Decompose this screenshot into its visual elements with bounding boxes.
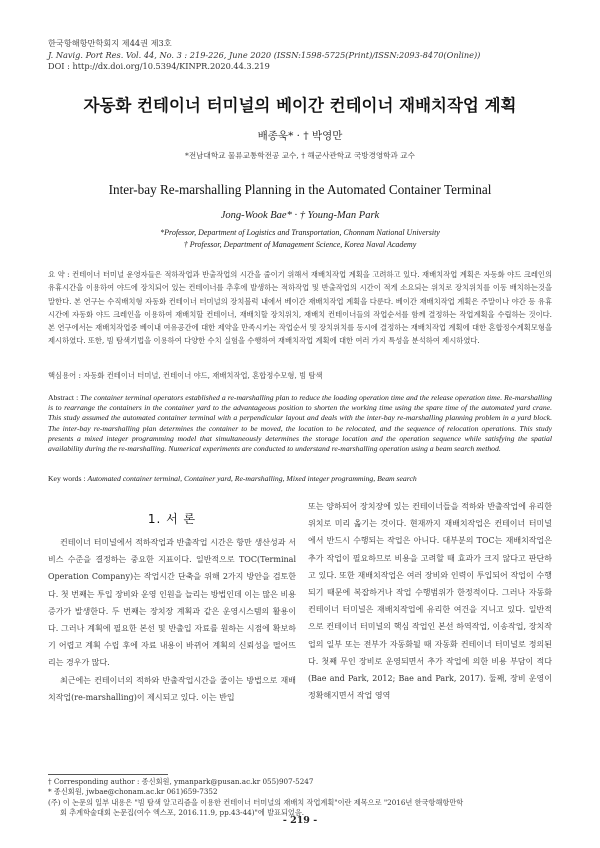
section-title-introduction: 1. 서 론: [147, 512, 197, 526]
abstract-en-text: The container terminal operators established a re-marshalling plan to reduce the loading operation time and the release operation time. Re-marshalling is to rearrange the containers in the container yard to the advantageous position to shorten the working time using the spare time of the automated yard crane. This study assumed the automated container terminal with a perpendicular layout and deals with the inter-bay re-marshalling planning problem in a yard block. The inter-bay re-marshalling plan determines the container to be moved, the location to be relocated, and the sequence of relocation operations. This study presents a mixed integer programming model that simultaneously determines the storage location and the operation sequence while satisfying the spatial availability during the re-marshalling. Numerical experiments are conducted to understand re-marshalling operation using a beam search method.: [48, 393, 552, 454]
keywords-en-text: Automated container terminal, Container yard, Re-marshalling, Mixed integer programming, Beam search: [87, 474, 417, 483]
body-column-right: [308, 498, 552, 704]
affiliations-ko: *전남대학교 물류교통학전공 교수, † 해군사관학교 국방경영학과 교수: [185, 151, 415, 160]
affiliation-en-1: *Professor, Department of Logistics and Transportation, Chonnam National University: [160, 228, 440, 237]
abstract-ko: 요 약 : 컨테이너 터미널 운영자들은 적하작업과 반출작업의 시간을 줄이기 위해서 재배치작업 계획을 고려하고 있다. 재배치작업 계획은 자동화 야드 크레인의 유휴시간을 이용하여 야드에 장치되어 있는 컨테이너를 추후에 발생하는 적하작업 및 반출작업의 시간이 적게 소요되는 위치로 장치위치를 이동 배치하는것을 말한다. 본 연구는 수직배치형 자동화 컨테이너 터미널의 장치블럭 내에서 베이간 재배치작업 계획을 다룬다. 베이간 재배치작업 계획은 주말이나 야간 등 유휴시간에 자동화 야드 크레인을 이용하여 재배치할 컨테이너, 재배치할 장치위치, 재배치 컨테이너들의 작업순서를 함께 결정하는 작업계획을 수립하는 것이다. 본 연구에서는 재배치작업중 베이내 여유공간에 대한 제약을 만족시키는 작업순서 및 장치위치를 동시에 결정하는 재배치작업 계획에 대한 혼합정수계획모형을 제시하였다. 또한, 빔 탐색기법을 이용하여 다양한 수치 실험을 수행하여 재배치작업 계획에 대한 여러 가지 특성을 분석하여 제시하였다.: [48, 270, 552, 346]
footnotes: [48, 777, 552, 819]
paper-title-ko: 자동화 컨테이너 터미널의 베이간 컨테이너 재배치작업 계획: [83, 96, 517, 115]
body-paragraph: 최근에는 컨테이너의 적하와 반출작업시간을 줄이는 방법으로 재배치작업(re-marshalling)이 제시되고 있다. 이는 반입: [48, 675, 296, 702]
paper-title-en: Inter-bay Re-marshalling Planning in the Automated Container Terminal: [108, 182, 492, 197]
footnote-note: (주) 이 논문의 일부 내용은 "빔 탐색 알고리즘을 이용한 컨테이너 터미널의 재배치 작업계획"이란 제목으로 "2016년 한국항해항만학: [48, 797, 464, 807]
authors-ko: 배종욱* · † 박영만: [257, 130, 343, 142]
keywords-en-label: Key words :: [48, 474, 88, 483]
journal-name-ko: 한국항해항만학회지 제44권 제3호: [48, 38, 172, 48]
authors-en: Jong-Wook Bae* · † Young-Man Park: [220, 210, 380, 221]
journal-citation: J. Navig. Port Res. Vol. 44, No. 3 : 219-226, June 2020 (ISSN:1598-5725(Print)/ISSN:2093-8470(Online)): [48, 49, 481, 60]
footnote-divider: [48, 774, 168, 775]
page-number: - 219 -: [282, 815, 318, 826]
abstract-en-label: Abstract :: [48, 393, 81, 402]
affiliation-en-2: † Professor, Department of Management Science, Korea Naval Academy: [183, 240, 417, 249]
body-paragraph: 또는 양하되어 장치장에 있는 컨테이너들을 적하와 반출작업에 유리한 위치로 미리 옮기는 것이다. 현재까지 재배치작업은 컨테이너 터미널에서 반드시 수행되는 작업은 아니다. 대부분의 TOC는 재배치작업은 추가 작업이 필요하므로 비용을 고려할 때 효과가 크지 않다고 판단하고 있다. 또한 재배치작업은 여러 장비와 인력이 투입되어 작업이 수행되기 때문에 복잡하거나 작업 수행범위가 한정적이다. 그러나 자동화 컨테이너 터미널은 재배치작업에 유리한 여건을 지니고 있다. 일반적으로 컨테이너 터미널의 핵심 작업인 본선 하역작업, 이송작업, 장치작업의 일부 또는 전부가 자동화될 때 자동화 컨테이너 터미널로 정의된다. 첫째 무인 장비로 운영되면서 추가 작업에 의한 비용 부담이 적다(Bae and Park, 2012; Bae and Park, 2017). 둘째, 장비 운영이 정확해지면서 작업 영역: [308, 502, 552, 701]
abstract-en: [48, 393, 552, 454]
body-paragraph: 컨테이너 터미널에서 적하작업과 반출작업 시간은 항만 생산성과 서비스 수준을 결정하는 중요한 지표이다. 일반적으로 TOC(Terminal Operation Company)는 작업시간 단축을 위해 2가지 방안을 검토한다. 첫 번째는 투입 장비와 운영 인원을 늘리는 방법인데 이는 많은 비용 증가가 발생한다. 두 번째는 장치장 계획과 같은 운영시스템의 활용이다. 그러나 계획에 필요한 본선 및 반출입 자료를 원하는 시점에 확보하기 어렵고 계획 수립 후에 자료 내용이 바뀌어 계획의 신뢰성을 떨어뜨리는 경우가 많다.: [48, 538, 296, 668]
affiliations-en: [0, 227, 600, 251]
footnote-note-continued: 회 추계학술대회 논문집(여수 엑스포, 2016.11.9, pp.43-44)"에 발표되었음.: [60, 808, 305, 818]
journal-header: [48, 38, 480, 73]
body-column-left: [48, 534, 296, 706]
footnote-corresponding: † Corresponding author : 종신회원, ymanpark@pusan.ac.kr 055)907-5247: [48, 777, 314, 786]
keywords-ko: 핵심용어 : 자동화 컨테이너 터미널, 컨테이너 야드, 재배치작업, 혼합정수모형, 빔 탐색: [48, 371, 323, 380]
journal-doi: DOI : http://dx.doi.org/10.5394/KINPR.2020.44.3.219: [48, 61, 270, 72]
footnote-coauthor: * 종신회원, jwbae@chonam.ac.kr 061)659-7352: [48, 787, 218, 797]
keywords-en: [48, 474, 552, 483]
